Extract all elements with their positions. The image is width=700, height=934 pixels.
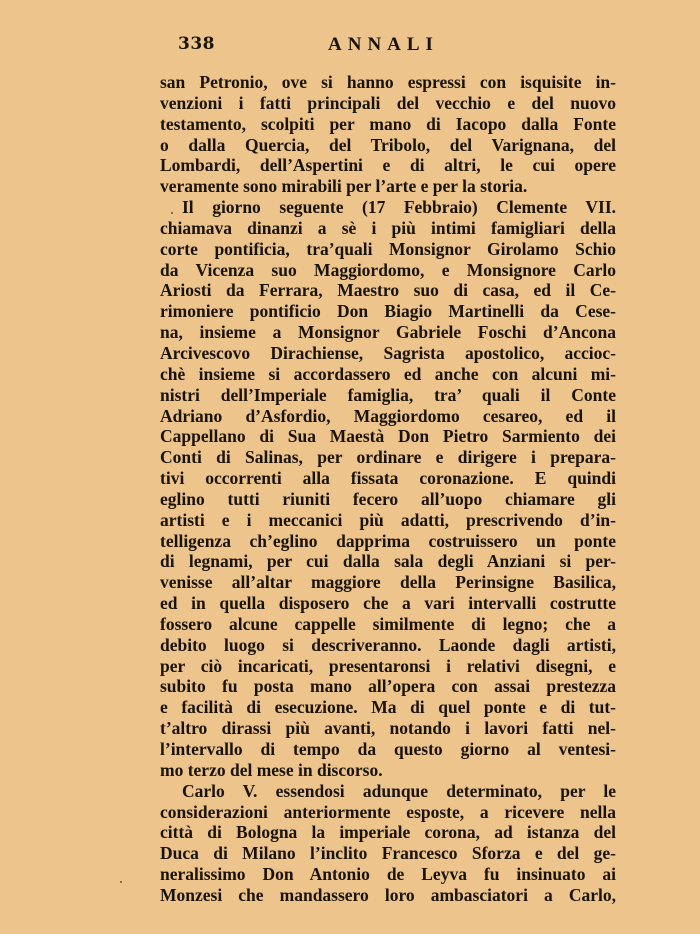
text-line: chiamava dinanzi a sè i più intimi famigliari della	[160, 217, 616, 238]
text-line: per ciò incaricati, presentaronsi i relativi disegni, e	[160, 655, 616, 676]
text-line: Ariosti da Ferrara, Maestro suo di casa, ed il Ce-	[160, 280, 616, 301]
text-line: tivi occorrenti alla fissata coronazione. E quindi	[160, 468, 616, 489]
text-line: e facilità di esecuzione. Ma di quel ponte e di tut-	[160, 697, 616, 718]
body-text	[160, 72, 616, 906]
text-line: san Petronio, ove si hanno espressi con isquisite in-	[160, 72, 616, 92]
text-line: di legnami, per cui dalla sala degli Anziani si per-	[160, 551, 616, 572]
text-line: Adriano d’Asfordio, Maggiordomo cesareo, ed il	[160, 405, 616, 426]
text-line: veramente sono mirabili per l’arte e per la storia.	[160, 176, 528, 197]
text-line: testamento, scolpiti per mano di Iacopo dalla Fonte	[160, 113, 616, 134]
text-line: Lombardi, dell’Aspertini e di altri, le cui opere	[160, 155, 616, 176]
page-number: 338	[178, 34, 215, 54]
text-line: Cappellano di Sua Maestà Don Pietro Sarmiento dei	[160, 426, 616, 447]
text-line: Il giorno seguente (17 Febbraio) Clemente VII.	[182, 197, 616, 218]
text-line: artisti e i meccanici più adatti, prescrivendo d’in-	[160, 509, 616, 530]
text-line: venzioni i fatti principali del vecchio e del nuovo	[160, 92, 616, 113]
text-line: Monzesi che mandassero loro ambasciatori a Carlo,	[160, 884, 616, 905]
text-line: rimoniere pontificio Don Biagio Martinelli da Cese-	[160, 301, 616, 322]
text-line: l’intervallo di tempo da questo giorno al ventesi-	[160, 739, 616, 759]
text-line: mo terzo del mese in discorso.	[160, 759, 383, 780]
text-line: telligenza ch’eglino dapprima costruissero un ponte	[160, 530, 616, 551]
page-header	[160, 34, 616, 58]
print-speck	[120, 881, 122, 883]
text-line: nistri dell’Imperiale famiglia, tra’ quali il Conte	[160, 384, 616, 405]
print-speck	[171, 212, 173, 214]
running-head: ANNALI	[328, 34, 439, 55]
text-line: o dalla Quercia, del Tribolo, del Varignana, del	[160, 134, 616, 155]
text-line: Duca di Milano l’inclito Francesco Sforza e del ge-	[160, 843, 616, 864]
text-line: considerazioni anteriormente esposte, a ricevere nella	[160, 801, 616, 822]
text-line: venisse all’altar maggiore della Perinsigne Basilica,	[160, 572, 616, 593]
text-line: debito luogo si descriveranno. Laonde dagli artisti,	[160, 634, 616, 655]
text-line: da Vicenza suo Maggiordomo, e Monsignore Carlo	[160, 259, 616, 280]
text-line: corte pontificia, tra’quali Monsignor Girolamo Schio	[160, 238, 616, 259]
text-line: Arcivescovo Dirachiense, Sagrista apostolico, accioc-	[160, 342, 616, 363]
text-line: Carlo V. essendosi adunque determinato, per le	[182, 780, 616, 801]
text-line: neralissimo Don Antonio de Leyva fu insinuato ai	[160, 864, 616, 885]
text-line: ed in quella disposero che a vari intervalli costrutte	[160, 593, 616, 614]
text-line: na, insieme a Monsignor Gabriele Foschi d’Ancona	[160, 322, 616, 343]
text-line: fossero alcune cappelle similmente di legno; che a	[160, 613, 616, 634]
text-line: città di Bologna la imperiale corona, ad istanza del	[160, 822, 616, 843]
text-line: chè insieme si accordassero ed anche con alcuni mi-	[160, 363, 616, 384]
text-line: t’altro dirassi più avanti, notando i lavori fatti nel-	[160, 718, 616, 739]
text-line: eglino tutti riuniti fecero all’uopo chiamare gli	[160, 488, 616, 509]
text-line: subito fu posta mano all’opera con assai prestezza	[160, 676, 616, 697]
text-line: Conti di Salinas, per ordinare e dirigere i prepara-	[160, 447, 616, 468]
